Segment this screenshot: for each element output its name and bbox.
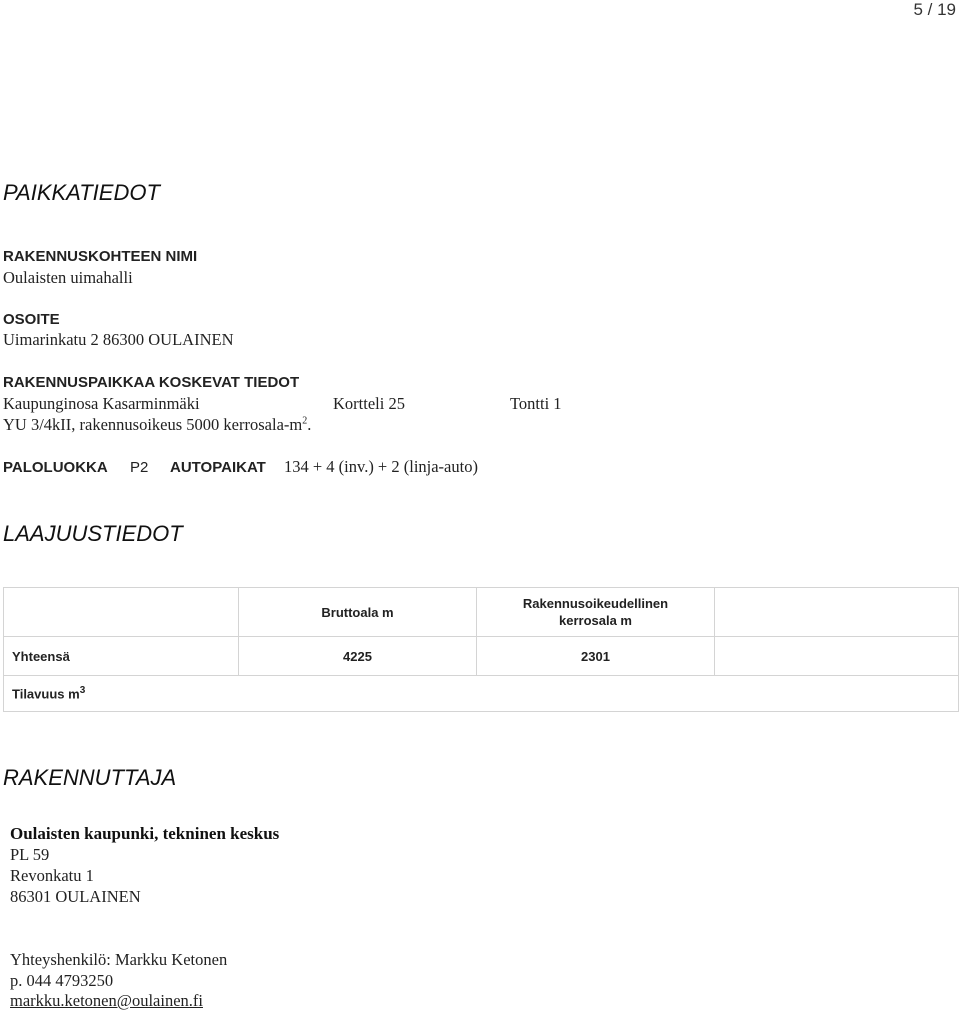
table-header-row [4,588,959,637]
rakennuttaja-heading: RAKENNUTTAJA [3,765,177,790]
brutto-header-text: Bruttoala m [321,604,394,620]
laajuustiedot-heading: LAAJUUSTIEDOT [3,521,183,546]
table-corner-cell [4,588,239,637]
yhteensa-label: Yhteensä [4,637,239,676]
empty-header-cell [715,588,959,637]
table-row [4,637,959,676]
page-number: 5 / 19 [913,0,956,19]
yhteensa-brutto: 4225 [239,637,477,676]
tilavuus-text: Tilavuus m [12,686,80,702]
tilavuus-label [4,676,959,712]
rakennuspaikka-label: RAKENNUSPAIKKAA KOSKEVAT TIEDOT [3,374,300,391]
kaava-sup: 2 [302,415,308,427]
kaava-info [3,415,311,435]
kohde-value: Oulaisten uimahalli [3,268,133,287]
empty-cell [715,637,959,676]
contact-phone: p. 044 4793250 [10,971,114,990]
kaupunginosa: Kaupunginosa Kasarminmäki [3,394,200,413]
osoite-label: OSOITE [3,311,60,328]
contact-person: Yhteyshenkilö: Markku Ketonen [10,950,228,969]
paloluokka-label: PALOLUOKKA [3,459,108,476]
kaava-text: YU 3/4kII, rakennusoikeus 5000 kerrosala-m [3,415,303,434]
tontti: Tontti 1 [510,394,562,413]
builder-name: Oulaisten kaupunki, tekninen keskus [10,824,280,843]
contact-email-link[interactable]: markku.ketonen@oulainen.fi [10,991,203,1010]
osoite-value: Uimarinkatu 2 86300 OULAINEN [3,330,234,349]
kerrosala-header-line1: Rakennusoikeudellinen [522,596,669,611]
paloluokka-value: P2 [130,459,149,476]
autopaikat-label: AUTOPAIKAT [170,459,266,476]
brutto-header [239,588,477,637]
yhteensa-kerrosala: 2301 [477,637,715,676]
paikkatiedot-heading: PAIKKATIEDOT [3,180,160,205]
kaava-suffix: . [307,415,312,434]
table-row [4,676,959,712]
laajuus-table [3,587,959,712]
builder-city: 86301 OULAINEN [10,887,141,906]
kerrosala-header [477,588,715,637]
tilavuus-sup: 3 [79,685,86,697]
kerrosala-header-line2: kerrosala m [559,613,632,628]
autopaikat-value: 134 + 4 (inv.) + 2 (linja-auto) [284,457,478,476]
builder-pl: PL 59 [10,845,50,864]
kohde-label: RAKENNUSKOHTEEN NIMI [3,248,198,265]
kortteli: Kortteli 25 [333,394,405,413]
builder-street: Revonkatu 1 [10,866,94,885]
